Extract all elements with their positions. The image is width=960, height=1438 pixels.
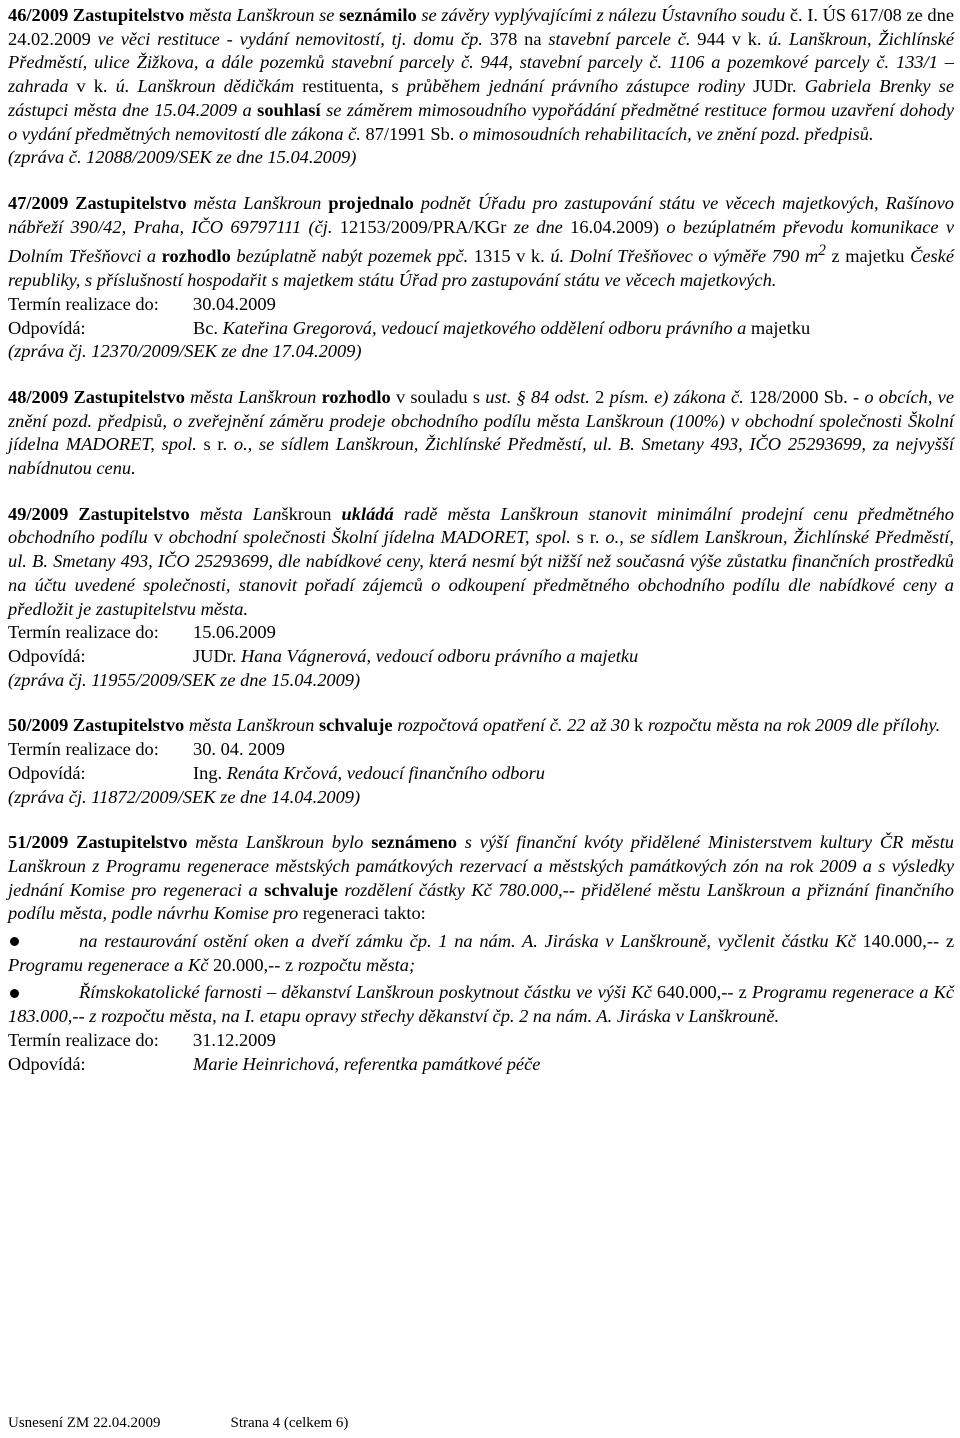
- resolution-text: 48/2009 Zastupitelstvo města Lanškroun rozhodlo v souladu s ust. § 84 odst. 2 písm. e) zákona č. 128/2000 Sb. - o obcích, ve znění pozd. předpisů, o zveřejnění záměru prodeje obchodního podílu města Lanškroun (100%) v obchodní společnosti Školní jídelna MADORET, spol. s r. o., se sídlem Lanškroun, Žichlínské Předměstí, ul. B. Smetany 493, IČO 25293699, za nejvyšší nabídnutou cenu.: [8, 386, 954, 479]
- responsible-label: Odpovídá:: [8, 762, 86, 783]
- deadline-label: Termín realizace do:: [8, 739, 159, 760]
- resolution-46-2009: [8, 4, 954, 170]
- bullet-item: [8, 930, 954, 977]
- report-reference: (zpráva čj. 12370/2009/SEK ze dne 17.04.2009): [8, 341, 362, 362]
- deadline-label: Termín realizace do:: [8, 293, 159, 314]
- bullet-icon: [10, 989, 19, 998]
- deadline-value: 30. 04. 2009: [193, 739, 285, 760]
- resolution-47-2009: [8, 192, 954, 364]
- document-page: [8, 4, 954, 1076]
- bullet-text: Římskokatolické farnosti – děkanství Lanškroun poskytnout částku ve výši Kč 640.000,-- z Programu regenerace a Kč 183.000,-- z rozpočtu města, na I. etapu opravy střechy děkanství čp. 2 na nám. A. Jiráska v Lanškrouně.: [8, 982, 954, 1027]
- resolution-text: 49/2009 Zastupitelstvo města Lanškroun ukládá radě města Lanškroun stanovit minimální prodejní cenu předmětného obchodního podílu v obchodní společnosti Školní jídelna MADORET, spol. s r. o., se sídlem Lanškroun, Žichlínské Předměstí, ul. B. Smetany 493, IČO 25293699, dle nabídkové ceny, která nesmí být nižší než současná výše zůstatku finančních prostředků na účtu uvedené společnosti, stanovit pořadí zájemců o odkoupení předmětného obchodního podílu dle nabídkové ceny a předložit je zastupitelstvu města.: [8, 503, 955, 619]
- bullet-icon: [10, 937, 19, 946]
- deadline-label: Termín realizace do:: [8, 622, 159, 643]
- responsible-row: [8, 1053, 954, 1077]
- resolution-text: 46/2009 Zastupitelstvo města Lanškroun se seznámilo se závěry vyplývajícími z nálezu Ústavního soudu č. I. ÚS 617/08 ze dne 24.02.2009 ve věci restituce - vydání nemovitostí, tj. domu čp. 378 na stavební parcele č. 944 v k. ú. Lanškroun, Žichlínské Předměstí, ulice Žižkova, a dále pozemků stavební parcely č. 944, stavební parcely č. 1106 a pozemkové parcely č. 133/1 – zahrada v k. ú. Lanškroun dědičkám restituenta, s průběhem jednání právního zástupce rodiny JUDr. Gabriela Brenky se zástupci města dne 15.04.2009 a souhlasí se záměrem mimosoudního vypořádání předmětné restituce formou uzavření dohody o vydání předmětných nemovitostí dle zákona č. 87/1991 Sb. o mimosoudních rehabilitacích, ve znění pozd. předpisů.: [8, 5, 955, 144]
- deadline-value: 31.12.2009: [193, 1029, 276, 1050]
- page-footer: [8, 1414, 348, 1432]
- report-reference: (zpráva č. 12088/2009/SEK ze dne 15.04.2009): [8, 147, 357, 168]
- deadline-row: [8, 293, 954, 317]
- resolution-49-2009: [8, 503, 954, 693]
- deadline-value: 15.06.2009: [193, 622, 276, 643]
- resolution-text: 51/2009 Zastupitelstvo města Lanškroun bylo seznámeno s výší finanční kvóty přidělené Ministerstvem kultury ČR městu Lanškroun z Programu regenerace městských památkových rezervací a městských památkových zón na rok 2009 a s výsledky jednání Komise pro regeneraci a schvaluje rozdělení částky Kč 780.000,-- přidělené městu Lanškroun a přiznání finančního podílu města, podle návrhu Komise pro regeneraci takto:: [8, 832, 955, 924]
- footer-document-title: Usnesení ZM 22.04.2009: [8, 1415, 161, 1431]
- deadline-row: [8, 738, 954, 762]
- responsible-row: [8, 645, 954, 669]
- responsible-label: Odpovídá:: [8, 1053, 86, 1074]
- bullet-item: [8, 981, 954, 1028]
- resolution-48-2009: [8, 386, 954, 481]
- deadline-row: [8, 621, 954, 645]
- report-reference: (zpráva čj. 11872/2009/SEK ze dne 14.04.2009): [8, 786, 361, 807]
- responsible-value: Ing. Renáta Krčová, vedoucí finančního odboru: [193, 762, 545, 783]
- responsible-label: Odpovídá:: [8, 646, 86, 666]
- deadline-row: [8, 1029, 954, 1053]
- resolution-text: 50/2009 Zastupitelstvo města Lanškroun schvaluje rozpočtová opatření č. 22 až 30 k rozpočtu města na rok 2009 dle přílohy.: [8, 715, 941, 736]
- footer-page-number: Strana 4 (celkem 6): [230, 1415, 349, 1431]
- resolution-text: 47/2009 Zastupitelstvo města Lanškroun projednalo podnět Úřadu pro zastupování státu ve věcech majetkových, Rašínovo nábřeží 390/42, Praha, IČO 69797111 (čj. 12153/2009/PRA/KGr ze dne 16.04.2009) o bezúplatném převodu komunikace v Dolním Třešňovci a rozhodlo bezúplatně nabýt pozemek ppč. 1315 v k. ú. Dolní Třešňovec o výměře 790 $m^2$ z majetku České republiky, s příslušností hospodařit s majetkem státu Úřad pro zastupování státu ve věcech majetkových.: [8, 192, 955, 291]
- responsible-row: [8, 762, 954, 786]
- deadline-label: Termín realizace do:: [8, 1029, 159, 1050]
- resolution-50-2009: [8, 714, 954, 809]
- responsible-value: Bc. Kateřina Gregorová, vedoucí majetkového oddělení odboru právního a majetku: [193, 317, 811, 338]
- deadline-value: 30.04.2009: [193, 293, 276, 314]
- responsible-value: Marie Heinrichová, referentka památkové péče: [193, 1053, 541, 1074]
- responsible-value: JUDr. Hana Vágnerová, vedoucí odboru právního a majetku: [193, 646, 639, 666]
- responsible-label: Odpovídá:: [8, 317, 86, 338]
- resolution-51-2009: [8, 831, 954, 1076]
- responsible-row: [8, 317, 954, 341]
- bullet-text: na restaurování ostění oken a dveří zámku čp. 1 na nám. A. Jiráska v Lanškrouně, vyčlenit částku Kč 140.000,-- z Programu regenerace a Kč 20.000,-- z rozpočtu města;: [8, 931, 954, 975]
- report-reference: (zpráva čj. 11955/2009/SEK ze dne 15.04.2009): [8, 669, 361, 690]
